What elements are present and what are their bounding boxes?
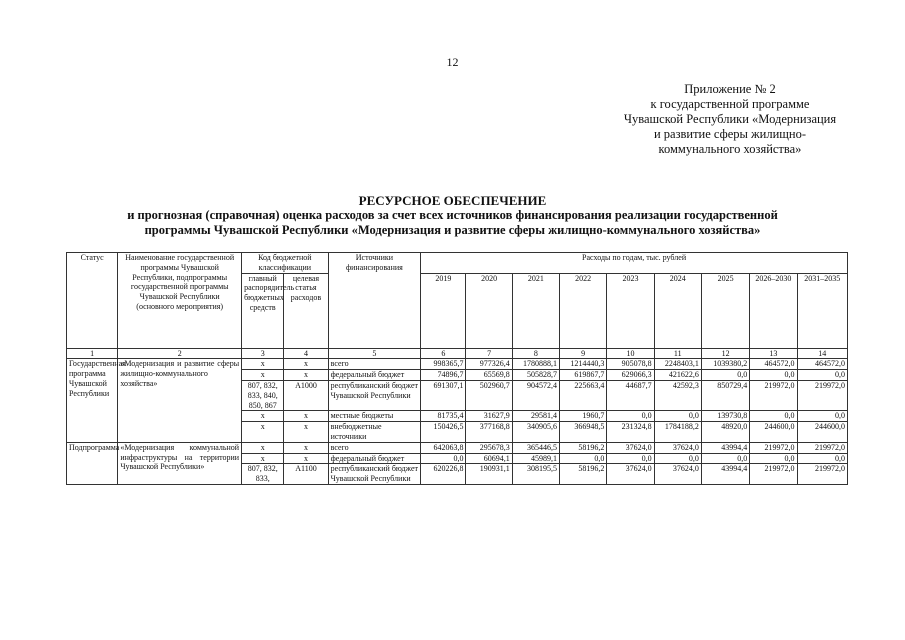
amount-cell: 81735,4 xyxy=(421,411,466,422)
amount-cell: 58196,2 xyxy=(560,442,607,453)
resource-table xyxy=(66,252,848,485)
amount-cell: 225663,4 xyxy=(560,380,607,410)
amount-cell: 37624,0 xyxy=(654,442,701,453)
amount-cell: 691307,1 xyxy=(421,380,466,410)
column-number: 6 xyxy=(421,348,466,359)
amount-cell: 0,0 xyxy=(797,411,847,422)
chief-code-cell: х xyxy=(242,359,284,370)
column-number: 9 xyxy=(560,348,607,359)
amount-cell: 37624,0 xyxy=(607,464,654,485)
title-line: программы Чувашской Республики «Модернизация и развитие сферы жилищно-коммунального хозяйства» xyxy=(144,223,761,237)
header-source: Источники финансирования xyxy=(328,253,421,349)
amount-cell: 74896,7 xyxy=(421,370,466,381)
amount-cell: 1214440,3 xyxy=(560,359,607,370)
column-number: 8 xyxy=(512,348,559,359)
amount-cell: 244600,0 xyxy=(750,422,797,443)
document-title xyxy=(30,193,875,238)
amount-cell: 45989,1 xyxy=(512,453,559,464)
amount-cell: 365446,5 xyxy=(512,442,559,453)
amount-cell: 219972,0 xyxy=(797,442,847,453)
appendix-line: и развитие сферы жилищно- xyxy=(653,127,807,141)
amount-cell: 65569,8 xyxy=(466,370,512,381)
amount-cell: 190931,1 xyxy=(466,464,512,485)
header-budget-code: Код бюджетной классификации xyxy=(242,253,329,274)
amount-cell: 340905,6 xyxy=(512,422,559,443)
funding-source-cell: внебюджетные источники xyxy=(328,422,421,443)
table-header-row xyxy=(67,253,848,274)
chief-code-cell: х xyxy=(242,442,284,453)
amount-cell: 219972,0 xyxy=(797,380,847,410)
header-expenses: Расходы по годам, тыс. рублей xyxy=(421,253,848,274)
amount-cell: 0,0 xyxy=(797,453,847,464)
amount-cell: 421622,6 xyxy=(654,370,701,381)
header-year: 2031–2035 xyxy=(797,273,847,348)
header-year: 2022 xyxy=(560,273,607,348)
target-code-cell: х xyxy=(284,442,328,453)
table-body xyxy=(67,359,848,485)
amount-cell: 60694,1 xyxy=(466,453,512,464)
chief-code-cell: х xyxy=(242,453,284,464)
amount-cell: 977326,4 xyxy=(466,359,512,370)
title-main: РЕСУРСНОЕ ОБЕСПЕЧЕНИЕ xyxy=(358,193,547,208)
amount-cell: 42592,3 xyxy=(654,380,701,410)
header-year: 2021 xyxy=(512,273,559,348)
amount-cell: 464572,0 xyxy=(750,359,797,370)
chief-code-cell: х xyxy=(242,422,284,443)
chief-code-cell: 807, 832, 833, 840, 850, 867 xyxy=(242,380,284,410)
amount-cell: 150426,5 xyxy=(421,422,466,443)
funding-source-cell: всего xyxy=(328,442,421,453)
amount-cell: 502960,7 xyxy=(466,380,512,410)
amount-cell: 37624,0 xyxy=(607,442,654,453)
amount-cell: 629066,3 xyxy=(607,370,654,381)
title-line: и прогнозная (справочная) оценка расходов за счет всех источников финансирования реализации государственной xyxy=(127,208,778,222)
column-number: 14 xyxy=(797,348,847,359)
funding-source-cell: федеральный бюджет xyxy=(328,370,421,381)
amount-cell: 58196,2 xyxy=(560,464,607,485)
header-status: Статус xyxy=(67,253,118,349)
amount-cell: 619867,7 xyxy=(560,370,607,381)
header-target: целевая статья расходов xyxy=(284,273,328,348)
amount-cell: 139730,8 xyxy=(701,411,749,422)
status-cell: Государственная программа Чувашской Республики xyxy=(67,359,118,442)
page-number: 12 xyxy=(446,55,459,69)
amount-cell: 642063,8 xyxy=(421,442,466,453)
header-year: 2025 xyxy=(701,273,749,348)
target-code-cell: х xyxy=(284,411,328,422)
chief-code-cell: 807, 832, 833, xyxy=(242,464,284,485)
amount-cell: 0,0 xyxy=(607,411,654,422)
amount-cell: 505828,7 xyxy=(512,370,559,381)
column-number: 5 xyxy=(328,348,421,359)
target-code-cell: х xyxy=(284,453,328,464)
header-year: 2026–2030 xyxy=(750,273,797,348)
program-name-cell: «Модернизация и развитие сферы жилищно-коммунального хозяйства» xyxy=(118,359,242,442)
amount-cell: 1960,7 xyxy=(560,411,607,422)
appendix-line: Приложение № 2 xyxy=(684,82,776,96)
amount-cell: 464572,0 xyxy=(797,359,847,370)
amount-cell: 377168,8 xyxy=(466,422,512,443)
amount-cell: 219972,0 xyxy=(797,464,847,485)
amount-cell: 0,0 xyxy=(560,453,607,464)
column-number: 13 xyxy=(750,348,797,359)
column-number: 2 xyxy=(118,348,242,359)
table-row xyxy=(67,359,848,370)
appendix-line: Чувашской Республики «Модернизация xyxy=(623,112,837,126)
header-year: 2019 xyxy=(421,273,466,348)
amount-cell: 231324,8 xyxy=(607,422,654,443)
funding-source-cell: местные бюджеты xyxy=(328,411,421,422)
chief-code-cell: х xyxy=(242,411,284,422)
amount-cell: 0,0 xyxy=(701,370,749,381)
funding-source-cell: республиканский бюджет Чувашской Республики xyxy=(328,464,421,485)
table-row xyxy=(67,442,848,453)
appendix-note xyxy=(590,82,870,157)
funding-source-cell: республиканский бюджет Чувашской Республики xyxy=(328,380,421,410)
column-number-row xyxy=(67,348,848,359)
amount-cell: 0,0 xyxy=(750,370,797,381)
amount-cell: 43994,4 xyxy=(701,464,749,485)
amount-cell: 1039380,2 xyxy=(701,359,749,370)
status-cell: Подпрограмма xyxy=(67,442,118,484)
amount-cell: 0,0 xyxy=(607,453,654,464)
header-chief: главный распорядитель бюджетных средств xyxy=(242,273,284,348)
amount-cell: 29581,4 xyxy=(512,411,559,422)
amount-cell: 1784188,2 xyxy=(654,422,701,443)
amount-cell: 219972,0 xyxy=(750,380,797,410)
target-code-cell: А1000 xyxy=(284,380,328,410)
column-number: 4 xyxy=(284,348,328,359)
header-name: Наименование государственной программы Чувашской Республики, подпрограммы государственной программы Чувашской Республики (основного мероприятия) xyxy=(118,253,242,349)
amount-cell: 998365,7 xyxy=(421,359,466,370)
amount-cell: 44687,7 xyxy=(607,380,654,410)
program-name-cell: «Модернизация коммунальной инфраструктуры на территории Чувашской Республики» xyxy=(118,442,242,484)
amount-cell: 295678,3 xyxy=(466,442,512,453)
amount-cell: 0,0 xyxy=(654,453,701,464)
amount-cell: 0,0 xyxy=(701,453,749,464)
amount-cell: 850729,4 xyxy=(701,380,749,410)
amount-cell: 904572,4 xyxy=(512,380,559,410)
amount-cell: 219972,0 xyxy=(750,442,797,453)
column-number: 10 xyxy=(607,348,654,359)
column-number: 3 xyxy=(242,348,284,359)
amount-cell: 0,0 xyxy=(750,453,797,464)
amount-cell: 2248403,1 xyxy=(654,359,701,370)
amount-cell: 308195,5 xyxy=(512,464,559,485)
appendix-line: к государственной программе xyxy=(650,97,810,111)
funding-source-cell: федеральный бюджет xyxy=(328,453,421,464)
target-code-cell: х xyxy=(284,370,328,381)
column-number: 7 xyxy=(466,348,512,359)
target-code-cell: х xyxy=(284,359,328,370)
amount-cell: 31627,9 xyxy=(466,411,512,422)
column-number: 12 xyxy=(701,348,749,359)
amount-cell: 0,0 xyxy=(797,370,847,381)
amount-cell: 0,0 xyxy=(750,411,797,422)
appendix-line: коммунального хозяйства» xyxy=(658,142,802,156)
amount-cell: 219972,0 xyxy=(750,464,797,485)
amount-cell: 48920,0 xyxy=(701,422,749,443)
chief-code-cell: х xyxy=(242,370,284,381)
amount-cell: 366948,5 xyxy=(560,422,607,443)
column-number: 1 xyxy=(67,348,118,359)
amount-cell: 43994,4 xyxy=(701,442,749,453)
target-code-cell: А1100 xyxy=(284,464,328,485)
target-code-cell: х xyxy=(284,422,328,443)
amount-cell: 620226,8 xyxy=(421,464,466,485)
amount-cell: 905078,8 xyxy=(607,359,654,370)
amount-cell: 37624,0 xyxy=(654,464,701,485)
header-year: 2024 xyxy=(654,273,701,348)
amount-cell: 244600,0 xyxy=(797,422,847,443)
column-number: 11 xyxy=(654,348,701,359)
header-year: 2020 xyxy=(466,273,512,348)
funding-source-cell: всего xyxy=(328,359,421,370)
amount-cell: 0,0 xyxy=(654,411,701,422)
amount-cell: 1780888,1 xyxy=(512,359,559,370)
header-year: 2023 xyxy=(607,273,654,348)
amount-cell: 0,0 xyxy=(421,453,466,464)
